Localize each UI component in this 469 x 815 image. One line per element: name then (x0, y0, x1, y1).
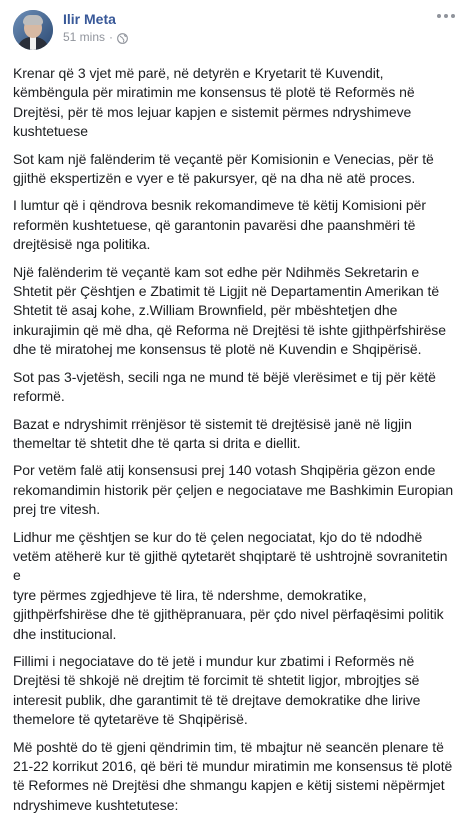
post-text-line: Krenar që 3 vjet më parë, në detyrën e Kryetarit të Kuvendit, (13, 65, 384, 81)
post-paragraph (13, 461, 457, 519)
post-text-line: dhe të miratohej me konsensus të plotë në Kuvendin e Shqipërisë. (13, 341, 422, 358)
post-paragraph (13, 64, 457, 142)
post-paragraph (13, 652, 457, 730)
post-text-line: reformën kushtetuese, që garantonin pavarësi dhe paanshmëri të (13, 216, 416, 233)
post-text-line: Shtetit të asaj kohe, z.William Brownfield, për mbështetjen dhe (13, 302, 398, 319)
post-text-line: reformë. (13, 388, 65, 405)
post-text-line: prej tre vitesh. (13, 501, 101, 518)
post-text-line: Shtetit për Çështjen e Zbatimit të Ligjit në Departamentin Amerikan të (13, 283, 440, 300)
post-paragraph (13, 196, 457, 254)
post-text-line: Sot kam një falënderim të veçantë për Komisionin e Venecias, për të (13, 150, 434, 167)
post-body (12, 64, 457, 815)
post-paragraph (13, 368, 457, 407)
post-paragraph (13, 150, 457, 189)
more-options-icon[interactable] (437, 11, 455, 21)
post-paragraph (13, 263, 457, 360)
post-paragraph (13, 738, 457, 815)
post-text-line: tyre përmes zgjedhjeve të lira, të ndershme, demokratike, (13, 586, 367, 603)
post-text-line: ndryshimeve kushtetutese: (13, 796, 179, 813)
globe-icon[interactable] (117, 32, 128, 43)
post-meta (63, 8, 128, 45)
post-text-line: këmbëngula për miratimin me konsensus të plotë të Reformës në (13, 84, 415, 101)
post-text-line: kushtetuese (13, 123, 88, 140)
post-text-line: dhe institucional. (13, 625, 117, 642)
post-text-line: Më poshtë do të gjeni qëndrimin tim, të mbajtur në seancën plenare të (13, 738, 444, 755)
post-header (12, 8, 457, 52)
post-text-line: Fillimi i negociatave do të jetë i mundur kur zbatimi i Reformës në (13, 652, 415, 669)
post-text-line: interesit publik, dhe garantimit të të drejtave demokratike dhe lirive (13, 691, 421, 708)
post-text-line: gjithë ekspertizën e vyer e të pakursyer, që na dha në atë proces. (13, 170, 416, 187)
post-text-line: vetëm atëherë kur të gjithë qytetarët shqiptarë të ushtrojnë sovranitetin e (13, 547, 448, 584)
post-text-line: Një falënderim të veçantë kam sot edhe për Ndihmës Sekretarin e (13, 263, 420, 280)
post-text-line: Sot pas 3-vjetësh, secili nga ne mund të bëjë vlerësimet e tij për këtë (13, 368, 436, 385)
post-text-line: I lumtur që i qëndrova besnik rekomandimeve të këtij Komisioni për (13, 197, 427, 214)
author-name[interactable]: Ilir Meta (63, 11, 116, 27)
post-paragraph (13, 528, 457, 644)
post-text-line: Drejtësi të shkojë në drejtim të forcimit të shtetit ligjor, mbrojtjes së (13, 672, 420, 689)
post-subline (63, 29, 128, 45)
separator-dot: · (109, 30, 114, 44)
post-text-line: Por vetëm falë atij konsensusi prej 140 votash Shqipëria gëzon ende (13, 462, 436, 479)
post-text-line: 21-22 korrikut 2016, që bëri të mundur miratimin me konsensus të plotë (13, 758, 453, 774)
post-text-line: themelore të qytetarëve të Shqipërisë. (13, 711, 248, 728)
post-text-line: Drejtësi, për të mos lejuar kapjen e sistemit përmes ndryshimeve (13, 103, 412, 120)
post-text-line: gjithpërfshirëse dhe të gjithëpranuara, për çdo nivel përfaqësimi politik (13, 606, 444, 623)
post-text-line: të Reformes në Drejtësi dhe shmangu kapjen e këtij sistemi nëpërmjet (13, 777, 445, 794)
post-text-line: drejtësisë nga politika. (13, 236, 151, 253)
post-text-line: Lidhur me çështjen se kur do të çelen negociatat, kjo do të ndodhë (13, 528, 423, 545)
post-paragraph (13, 415, 457, 454)
post-text-line: Bazat e ndryshimit rrënjësor të sistemit të drejtësisë janë në ligjin (13, 415, 412, 432)
post-text-line: rekomandimin historik për çeljen e negociatave me Bashkimin Europian (13, 481, 454, 498)
post-timestamp[interactable]: 51 mins (63, 30, 106, 44)
avatar[interactable] (13, 10, 53, 50)
post-text-line: inkurajimin që më dha, që Reforma në Drejtësi të ishte gjithpërfshirëse (13, 321, 446, 338)
post-text-line: themeltar të shtetit dhe të qarta si drita e diellit. (13, 434, 301, 451)
